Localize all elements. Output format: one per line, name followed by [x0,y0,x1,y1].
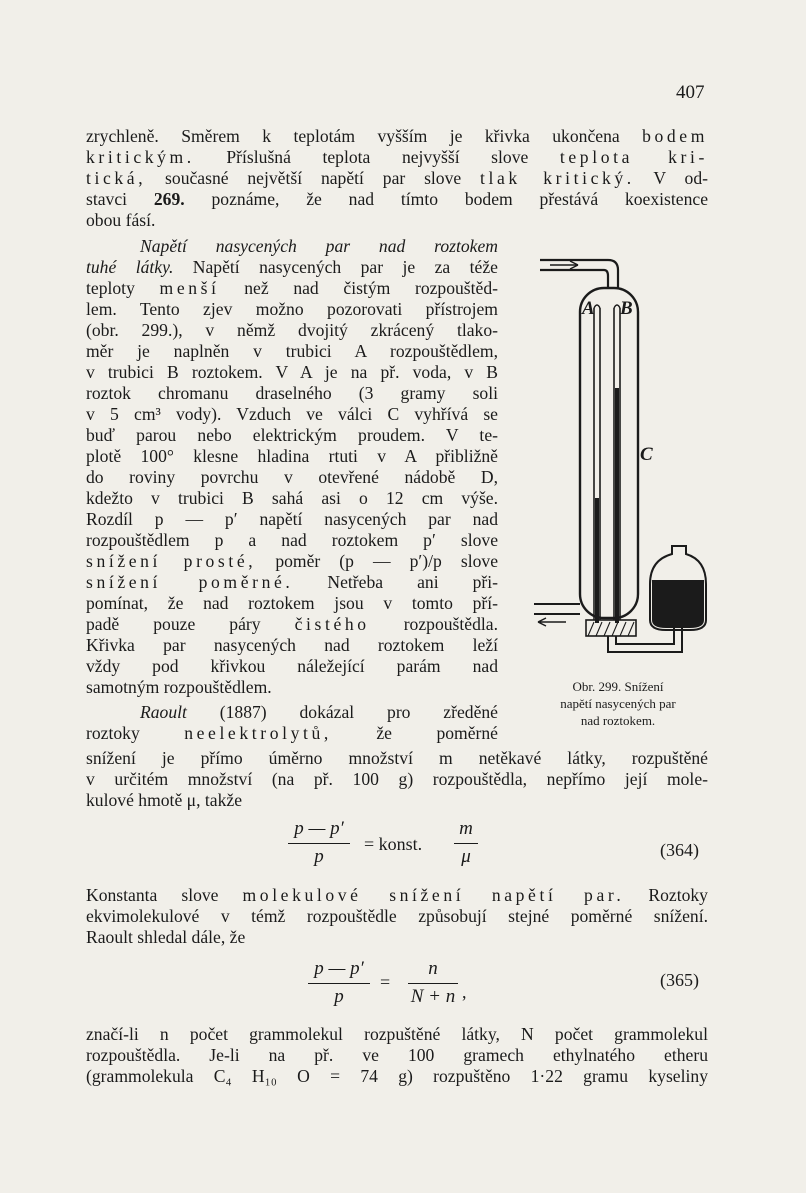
text-span: (1887) dokázal pro zředěné [219,702,498,722]
inlet-tube [540,260,618,288]
eq364-constant: = konst. [364,834,423,854]
text-line: Raoult shledal dále, že [86,927,246,947]
spaced-term: molekulové snížení napětí par. [242,885,625,905]
text-span: poměr (p — p′)/p slove [275,551,498,571]
text-line: (grammolekula C₄ H₁₀ O = 74 g) rozpuštěno 1·22 gramu kyseliny [86,1066,708,1086]
connecting-tube [608,628,682,652]
text-line [86,551,498,572]
figure-label-a: A [582,298,595,319]
eq365-fraction-bar [308,983,370,984]
text-line: Křivka par nasycených nad roztokem leží [86,635,498,655]
eq365-numerator-n: n [428,958,438,979]
text-line [86,257,498,278]
mercury-b [615,388,619,623]
base-hatching [588,622,634,636]
figure-label-b: B [620,298,633,319]
text-line: pomínat, že nad roztokem jsou v tomto pří- [86,593,498,613]
text-line: v určitém množství (na př. 100 g) rozpouštědla, nepřímo její mole- [86,769,708,789]
tube-a-top [594,305,600,308]
text-line: značí-li n počet grammolekul rozpuštěné látky, N počet grammolekul [86,1024,708,1044]
spaced-term: tlak kritický. [480,168,635,188]
text-span: Napětí nasycených par je za téže [192,257,498,277]
text-line: vždy pod křivkou náležející parám nad [86,656,498,676]
text-line: rozpouštědla. Je-li na př. ve 100 gramech ethylnatého etheru [86,1045,708,1065]
text-line: roztok chromanu draselného (3 gramy soli [86,383,498,403]
text-line [86,189,708,210]
text-line: měr je naplněn v trubici A rozpouštědlem, [86,341,498,361]
text-span: poznáme, že nad tímto bodem přestává koexistence [211,189,708,209]
spaced-term: snížení prosté, [86,551,257,571]
inlet-tube-inner [540,270,608,288]
text-span: Příslušná teplota nejvyšší slove [226,147,529,167]
section-reference: 269. [153,189,185,209]
eq364-numerator: p — p′ [294,818,344,839]
caption-line: Obr. 299. Snížení [572,679,664,694]
spaced-term: menší [159,278,220,298]
spaced-term: neelektrolytů, [184,723,332,743]
text-line: v trubici B roztokem. V A je na př. voda, v B [86,362,498,382]
spaced-term: teplota kri- [559,147,708,167]
spaced-term: snížení poměrné. [86,572,294,592]
text-line: lem. Tento zjev možno pozorovati přístrojem [86,299,498,319]
text-span: teploty [86,278,135,298]
text-line [86,885,708,906]
cylinder-c [580,288,638,618]
spaced-term: tická, [86,168,147,188]
text-line: Rozdíl p — p′ napětí nasycených par nad [86,509,498,529]
text-span: rozpouštědla. [403,614,498,634]
section-heading: Napětí nasycených par nad roztokem [140,236,498,256]
text-line: kulové hmotě μ, takže [86,790,242,810]
text-span: V od- [653,168,708,188]
eq364-denominator-mu: μ [461,846,471,867]
text-span: Netřeba ani při- [327,572,498,592]
eq364-fraction-bar-2 [454,843,478,844]
page-number: 407 [676,82,705,103]
author-name: Raoult [140,702,187,722]
text-span: stavci [86,189,128,209]
text-span: padě pouze páry [86,614,261,634]
text-span: současné největší napětí par slove [165,168,462,188]
eq365-numerator: p — p′ [314,958,364,979]
text-line [140,702,498,723]
text-span: zrychleně. Směrem k teplotám vyšším je křivka ukončena [86,126,620,146]
text-line: samotným rozpouštědlem. [86,677,272,697]
text-line [86,614,498,635]
text-line: rozpouštědlem p a nad roztokem p′ slove [86,530,498,550]
section-heading-cont: tuhé látky. [86,257,174,277]
spaced-term: bodem [642,126,708,146]
eq365-comma: , [462,982,467,1002]
figure-label-d: D [666,562,680,583]
text-span: Konstanta slove [86,885,219,905]
eq364-label: (364) [660,840,699,860]
figure-label-c: C [640,444,653,465]
text-line: do roviny povrchu v otevřené nádobě D, [86,467,498,487]
eq365-equals: = [380,972,391,992]
text-line: snížení je přímo úměrno množství m netěkavé látky, rozpuštěné [86,748,708,768]
apparatus-drawing [520,248,720,668]
apparatus-figure [520,248,720,668]
text-line [86,278,498,299]
eq365-denominator: p [334,986,344,1007]
text-line: buď parou nebo elektrickým proudem. V te- [86,425,498,445]
text-line: ekvimolekulové v témž rozpouštědle způsobují stejné poměrné snížení. [86,906,708,926]
caption-line: nad roztokem. [580,713,656,728]
eq364-fraction-bar [288,843,350,844]
text-line [86,147,708,168]
eq365-label: (365) [660,970,699,990]
text-line: v 5 cm³ vody). Vzduch ve válci C vyhřívá se [86,404,498,424]
spaced-term: čistého [294,614,370,634]
eq364-numerator-m: m [459,818,473,839]
text-line [86,126,708,147]
eq365-fraction-bar-2 [408,983,458,984]
spaced-term: kritickým. [86,147,195,167]
caption-line: napětí nasycených par [560,696,676,711]
figure-caption [512,678,724,729]
text-line: kdežto v trubici B sahá asi o 12 cm výše. [86,488,498,508]
text-line: (obr. 299.), v němž dvojitý zkrácený tlako- [86,320,498,340]
eq365-denominator-sum: N + n [410,986,456,1007]
vessel-d-mercury [652,580,704,628]
text-line [86,572,498,593]
text-line [86,168,708,189]
text-span: roztoky [86,723,140,743]
mercury-a [595,498,599,623]
text-line [86,723,498,744]
text-line: obou fásí. [86,210,156,230]
text-span: že poměrné [376,723,498,743]
text-span: Roztoky [648,885,708,905]
eq364-denominator: p [314,846,324,867]
text-span: než nad čistým rozpouštěd- [244,278,499,298]
text-line: plotě 100° klesne hladina rtuti v A přibližně [86,446,498,466]
arrow-out [538,618,566,626]
